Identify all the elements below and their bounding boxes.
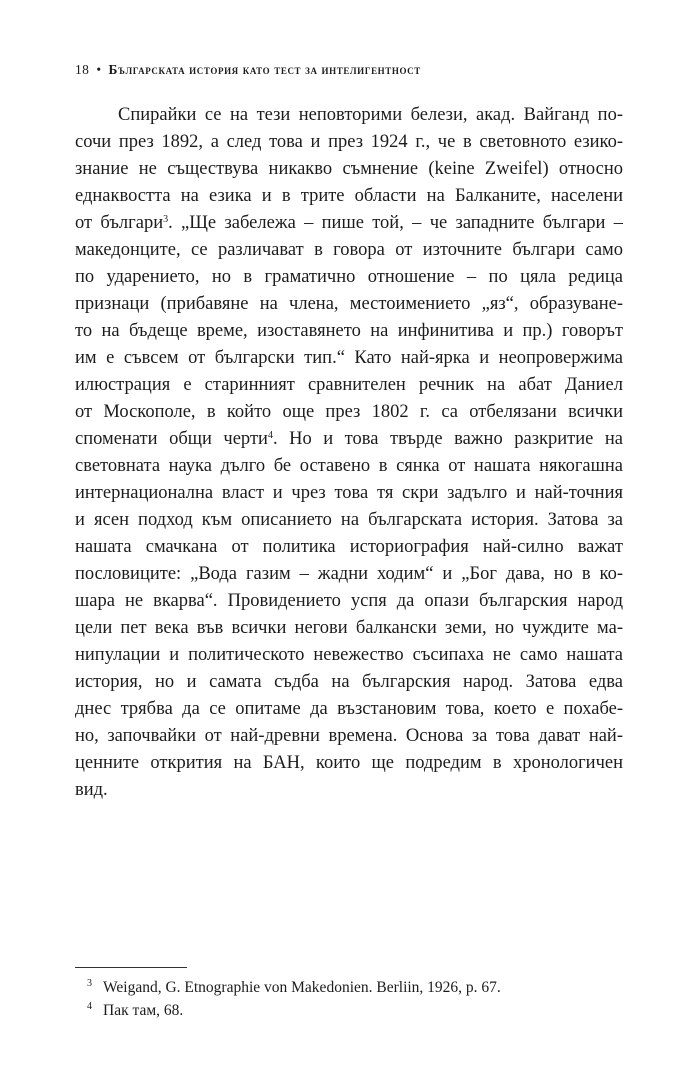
text-fragment: . Но и това твърде важно разкритие на xyxy=(272,429,623,449)
footnote-ref-4[interactable]: 4 xyxy=(267,430,273,441)
footnote-text: Пак там, 68. xyxy=(103,1002,184,1019)
footnote-divider xyxy=(75,967,187,968)
text-line: Спирайки се на тези неповторими белези, акад. Вайганд по- xyxy=(118,105,623,125)
text-line: илюстрация е старинният сравнителен речник на абат Даниел xyxy=(75,375,623,395)
text-fragment: от българи xyxy=(75,213,164,233)
text-line: и ясен подход към описанието на българската история. Затова за xyxy=(75,510,623,530)
footnote-text: Weigand, G. Etnographie von Makedonien. Berliin, 1926, p. 67. xyxy=(103,979,501,996)
text-line: еднаквостта на езика и в трите области на Балканите, населени xyxy=(75,186,623,206)
footnote-mark: 3 xyxy=(87,978,92,989)
text-line: нипулации и политическото невежество съсипаха не само нашата xyxy=(75,645,623,665)
text-line: но, започвайки от най-древни времена. Основа за това дават най- xyxy=(75,726,623,746)
text-line: днес трябва да се опитаме да възстановим това, което е похабе- xyxy=(75,699,623,719)
text-line: цели пет века във всички негови балкански земи, но чуждите ма- xyxy=(75,618,623,638)
footnote-mark: 4 xyxy=(87,1001,92,1012)
text-line: признаци (прибавяне на члена, местоимението „яз“, образуване- xyxy=(75,294,623,314)
text-line xyxy=(75,426,623,453)
footnote-4 xyxy=(87,999,627,1022)
body-paragraph xyxy=(75,102,623,804)
text-line: знание не съществува никакво съмнение (keine Zweifel) относно xyxy=(75,159,623,179)
text-line: вид. xyxy=(75,780,108,800)
text-line: сочи през 1892, а след това и през 1924 г., че в световното езико- xyxy=(75,132,623,152)
text-line: по ударението, но в граматично отношение – по цяла редица xyxy=(75,267,623,287)
text-line: от Москополе, в който още през 1802 г. са отбелязани всички xyxy=(75,402,623,422)
text-line: световната наука дълго бе оставено в сянка от нашата някогашна xyxy=(75,456,623,476)
text-line: то на бъдеще време, изоставянето на инфинитива и пр.) говорът xyxy=(75,321,623,341)
header-separator: • xyxy=(96,62,102,77)
footnotes xyxy=(87,976,627,1022)
text-line: пословиците: „Вода газим – жадни ходим“ и „Бог дава, но в ко- xyxy=(75,564,623,584)
footnote-3 xyxy=(87,976,627,999)
page-number: 18 xyxy=(75,62,90,77)
text-fragment: . „Ще забележа – пише той, – че западните българи – xyxy=(168,213,623,233)
text-fragment: споменати общи черти xyxy=(75,429,268,449)
text-line: нашата смачкана от политика историография най-силно важат xyxy=(75,537,623,557)
text-line xyxy=(75,210,623,237)
running-header xyxy=(75,62,635,78)
text-line: им е съвсем от български тип.“ Като най-ярка и неопровержима xyxy=(75,348,623,368)
text-line: ценните открития на БАН, които ще подредим в хронологичен xyxy=(75,753,623,773)
text-line: македонците, се различават в говора от източните българи само xyxy=(75,240,623,260)
text-line: история, но и самата съдба на българския народ. Затова едва xyxy=(75,672,623,692)
footnote-ref-3[interactable]: 3 xyxy=(163,214,169,225)
text-line: интернационална власт и чрез това тя скри задълго и най-точния xyxy=(75,483,623,503)
book-title: Българската история като тест за интелигентност xyxy=(108,62,421,77)
text-line: шара не вкарва“. Провидението успя да опази българския народ xyxy=(75,591,623,611)
